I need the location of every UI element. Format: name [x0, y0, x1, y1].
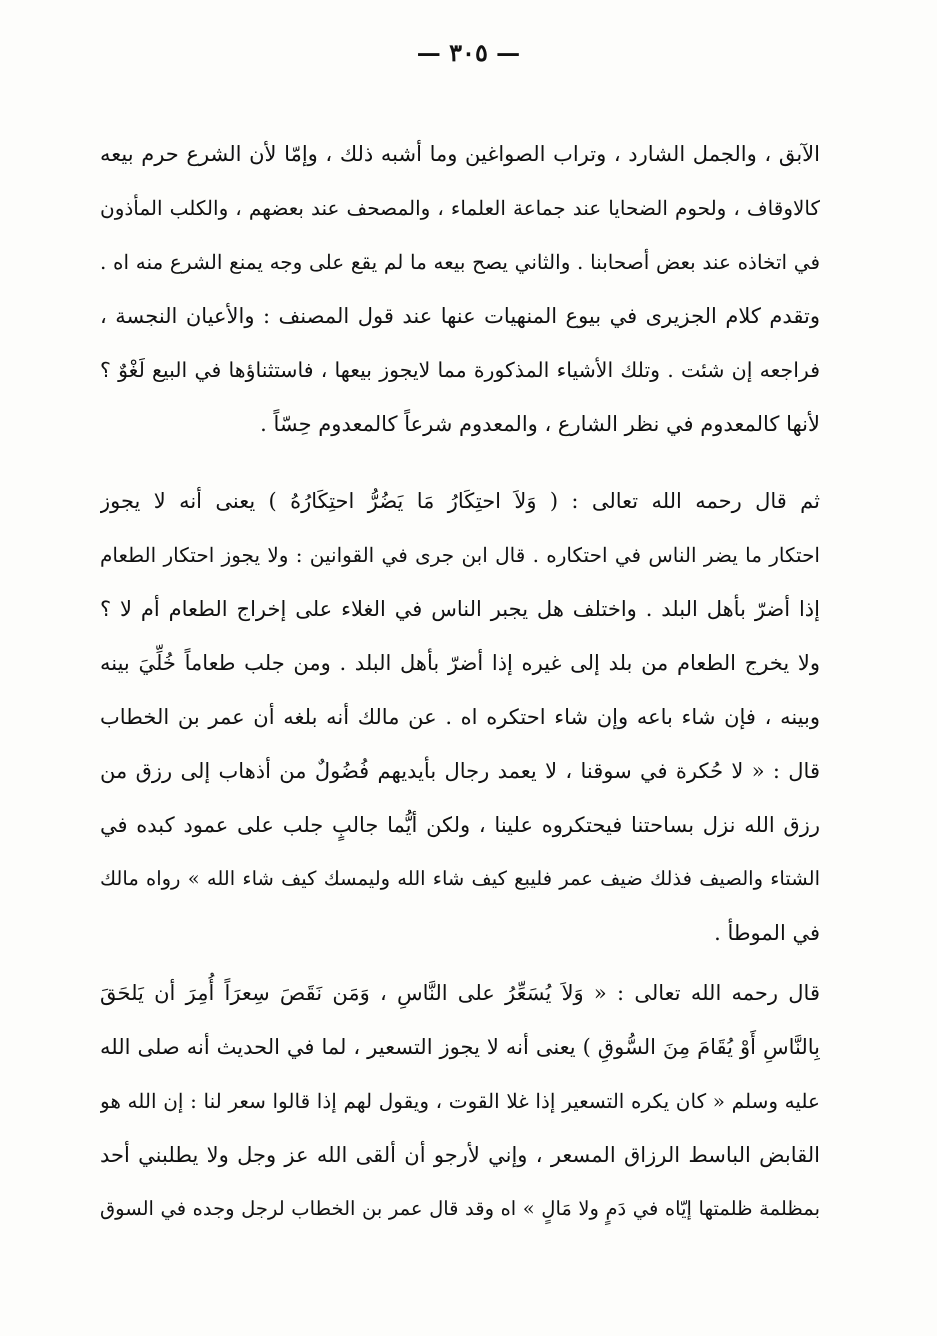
- text-line: احتكار ما يضر الناس في احتكاره . قال ابن جرى في القوانين : ولا يجوز احتكار الطعام: [100, 543, 820, 567]
- text-line: كالاوقاف ، ولحوم الضحايا عند جماعة العلماء ، والمصحف عند بعضهم ، والكلب المأذون: [100, 196, 820, 220]
- text-line: قال رحمه الله تعالى : « وَلاَ يُسَعِّرُ على النَّاسِ ، وَمَن نَقَصَ سِعرَاً أُمِرَ أن يَلحَقَ: [100, 981, 820, 1005]
- text-line: القابض الباسط الرزاق المسعر ، وإني لأرجو أن ألقى الله عز وجل ولا يطلبني أحد: [100, 1143, 820, 1167]
- text-line: إذا أضرّ بأهل البلد . واختلف هل يجبر الناس في الغلاء على إخراج الطعام أم لا ؟: [100, 597, 820, 621]
- text-line: وبينه ، فإن شاء باعه وإن شاء احتكره اه . عن مالك أنه بلغه أن عمر بن الخطاب: [100, 705, 820, 729]
- page-number: — ٣٠٥ —: [416, 38, 521, 67]
- text-line: رزق الله نزل بساحتنا فيحتكروه علينا ، ولكن أيُّما جالبٍ جلب على عمود كبده في: [100, 813, 820, 837]
- text-line: الآبق ، والجمل الشارد ، وتراب الصواغين وما أشبه ذلك ، وإمّا لأن الشرع حرم بيعه: [100, 142, 820, 166]
- text-line: وتقدم كلام الجزيرى في بيوع المنهيات عنها عند قول المصنف : والأعيان النجسة ،: [100, 304, 820, 328]
- text-line: ثم قال رحمه الله تعالى : ( وَلاَ احتِكَارُ مَا يَضُرُّ احتِكَارُهُ ) يعنى أنه لا يجوز: [100, 489, 820, 513]
- text-line: الشتاء والصيف فذلك ضيف عمر فليبع كيف شاء الله وليمسك كيف شاء الله » رواه مالك: [100, 867, 820, 890]
- paragraph-3: [100, 966, 820, 1236]
- text-line: قال : « لا حُكرة في سوقنا ، لا يعمد رجال بأيديهم فُضُولٌ من أذهاب إلى رزق من: [100, 759, 820, 783]
- text-line: لأنها كالمعدوم في نظر الشارع ، والمعدوم شرعاً كالمعدوم حِسّاً .: [260, 412, 820, 436]
- text-line: ولا يخرج الطعام من بلد إلى غيره إذا أضرّ بأهل البلد . ومن جلب طعاماً خُلِّيَ بينه: [100, 651, 820, 675]
- text-line: في الموطأ .: [714, 921, 820, 945]
- text-line: بمظلمة ظلمتها إيّاه في دَمٍ ولا مَالٍ » اه وقد قال عمر بن الخطاب لرجل وجده في السوق: [100, 1197, 820, 1220]
- text-line: بِالنَّاسِ أَوْ يُقَامَ مِنَ السُّوقِ ) يعنى أنه لا يجوز التسعير ، لما في الحديث أنه صلى الله: [100, 1035, 820, 1059]
- paragraph-2: [100, 474, 820, 960]
- text-line: عليه وسلم « كان يكره التسعير إذا غلا القوت ، ويقول لهم إذا قالوا سعر لنا : إن الله هو: [100, 1089, 820, 1113]
- text-line: في اتخاذه عند بعض أصحابنا . والثاني يصح بيعه ما لم يقع على وجه يمنع الشرع منه اه .: [100, 250, 820, 274]
- text-line: فراجعه إن شئت . وتلك الأشياء المذكورة مما لايجوز بيعها ، فاستثناؤها في البيع لَغْوٌ ؟: [100, 358, 820, 382]
- paragraph-1: [100, 127, 820, 451]
